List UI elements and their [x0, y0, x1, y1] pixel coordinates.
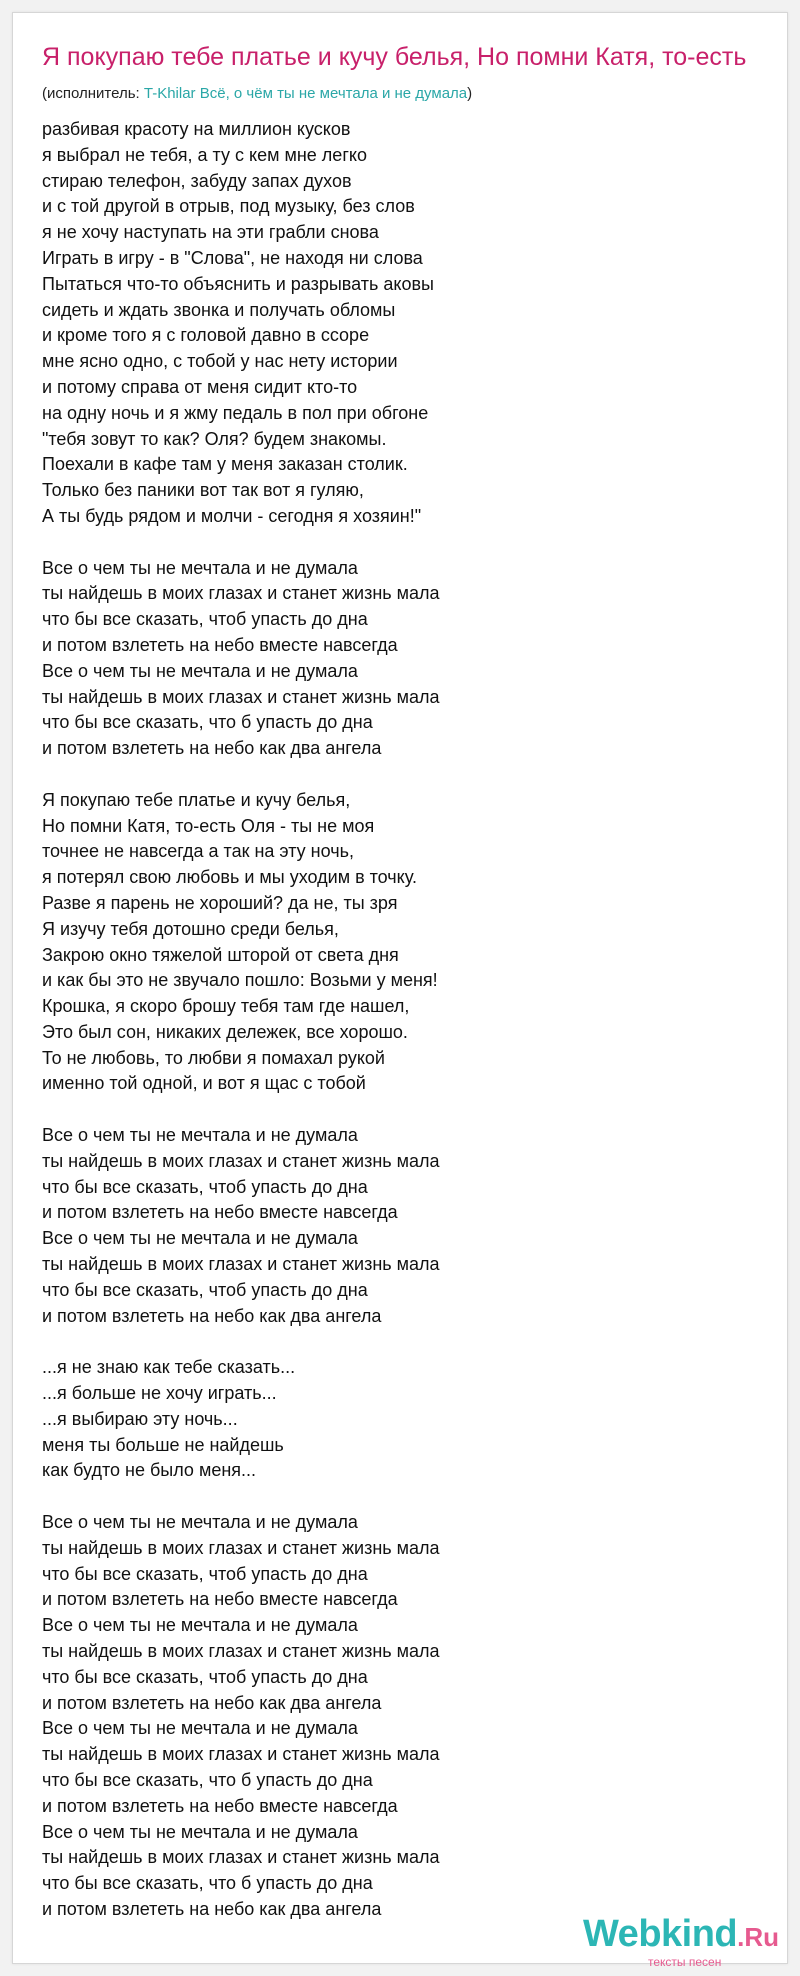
logo-tagline: тексты песен [648, 1955, 722, 1969]
song-subtitle [42, 85, 472, 102]
lyrics-card [12, 12, 788, 1969]
logo-name: Webkind [583, 1913, 738, 1955]
lyrics-text: разбивая красоту на миллион кусков я выбрал не тебя, а ту с кем мне легко стираю телефон, забуду запах духов и с той другой в отрыв, под музыку, без слов я не хочу наступать на эти грабли снова Играть в игру - в "Слова", не находя ни слова Пытаться что-то объяснить и разрывать аковы сидеть и ждать звонка и получать обломы и кроме того я с головой давно в ссоре мне ясно одно, с тобой у нас нету истории и потому справа от меня сидит кто-то на одну ночь и я жму педаль в пол при обгоне "тебя зовут то как? Оля? будем знакомы. Поехали в кафе там у меня заказан столик. Только без паники вот так вот я гуляю, А ты будь рядом и молчи - сегодня я хозяин!" Все о чем ты не мечтала и не думала ты найдешь в моих глазах и станет жизнь мала что бы все сказать, чтоб упасть до дна и потом взлететь на небо вместе навсегда Все о чем ты не мечтала и не думала ты найдешь в моих глазах и станет жизнь мала что бы все сказать, что б упасть до дна и потом взлететь на небо как два ангела Я покупаю тебе платье и кучу белья, Но помни Катя, то-есть Оля - ты не моя точнее не навсегда а так на эту ночь, я потерял свою любовь и мы уходим в точку. Разве я парень не хороший? да не, ты зря Я изучу тебя дотошно среди белья, Закрою окно тяжелой шторой от света дня и как бы это не звучало пошло: Возьми у меня! Крошка, я скоро брошу тебя там где нашел, Это был сон, никаких дележек, все хорошо. То не любовь, то любви я помахал рукой именно той одной, и вот я щас с тобой Все о чем ты не мечтала и не думала ты найдешь в моих глазах и станет жизнь мала что бы все сказать, чтоб упасть до дна и потом взлететь на небо вместе навсегда Все о чем ты не мечтала и не думала ты найдешь в моих глазах и станет жизнь мала что бы все сказать, чтоб упасть до дна и потом взлететь на небо как два ангела ...я не знаю как тебе сказать... ...я больше не хочу играть... ...я выбираю эту ночь... меня ты больше не найдешь как будто не было меня... Все о чем ты не мечтала и не думала ты найдешь в моих глазах и станет жизнь мала что бы все сказать, чтоб упасть до дна и потом взлететь на небо вместе навсегда Все о чем ты не мечтала и не думала ты найдешь в моих глазах и станет жизнь мала что бы все сказать, чтоб упасть до дна и потом взлететь на небо как два ангела Все о чем ты не мечтала и не думала ты найдешь в моих глазах и станет жизнь мала что бы все сказать, что б упасть до дна и потом взлететь на небо вместе навсегда Все о чем ты не мечтала и не думала ты найдешь в моих глазах и станет жизнь мала что бы все сказать, что б упасть до дна и потом взлететь на небо как два ангела [42, 119, 440, 1919]
logo-tld: .Ru [737, 1922, 780, 1952]
song-link[interactable]: Всё, о чём ты не мечтала и не думала [199, 85, 468, 102]
artist-link[interactable]: T-Khilar [143, 85, 196, 102]
site-logo[interactable] [583, 1913, 780, 1969]
subtitle-prefix: (исполнитель: [42, 85, 144, 102]
subtitle-suffix: ) [467, 85, 473, 102]
page-title: Я покупаю тебе платье и кучу белья, Но помни Катя, то-есть [42, 43, 747, 71]
